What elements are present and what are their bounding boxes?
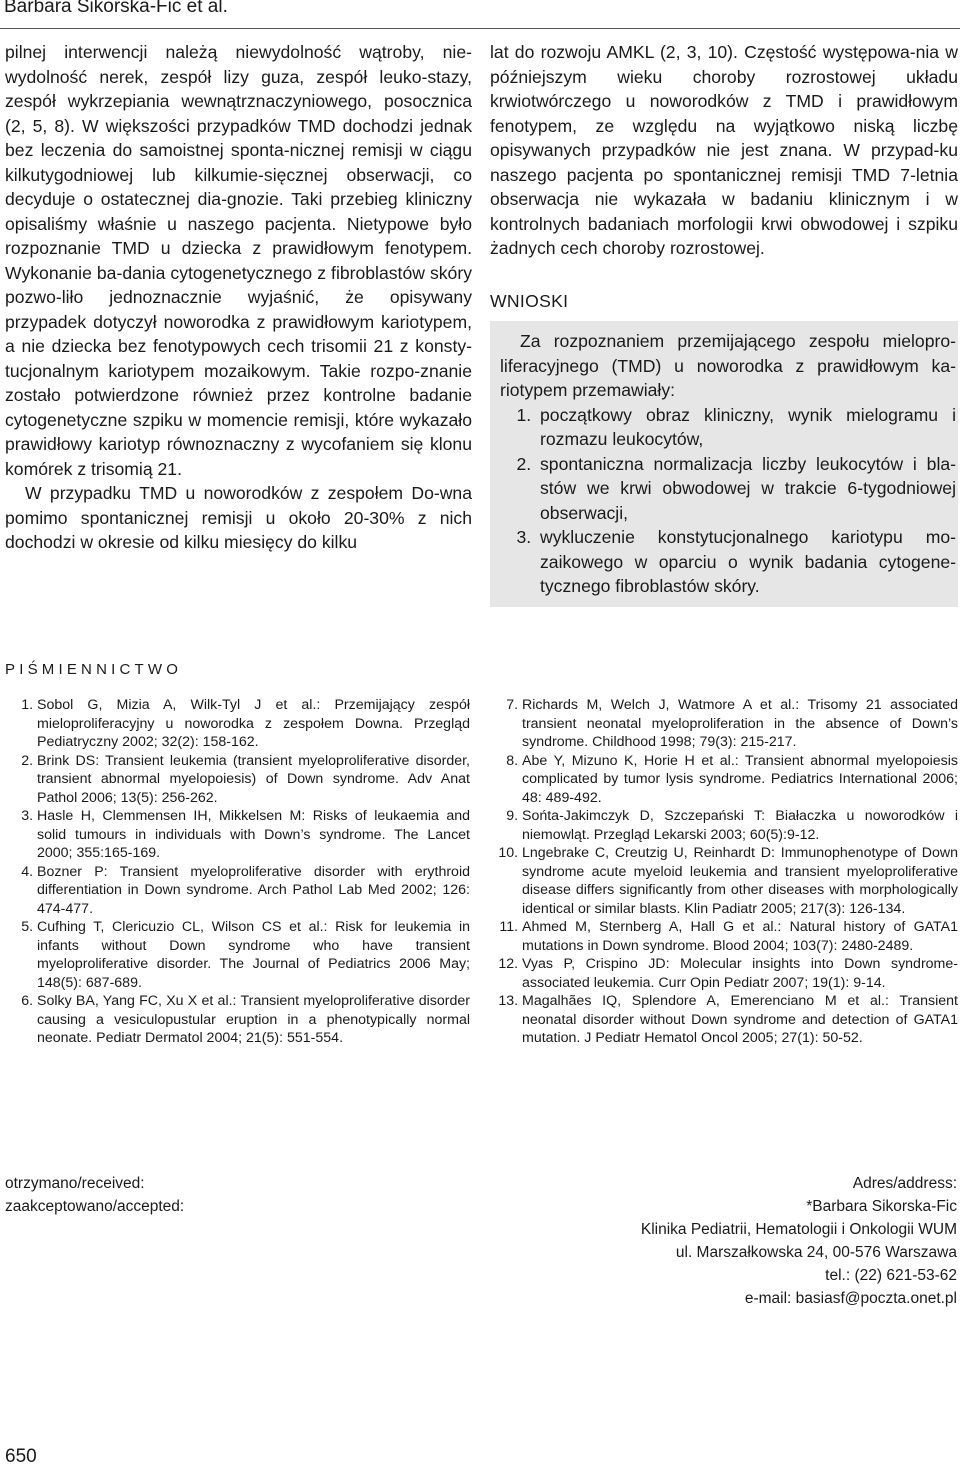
conclusion-item: 2. spontaniczna normalizacja liczby leukocytów i bla-stów we krwi obwodowej w trakcie 6-tygodniowej obserwacji,	[536, 452, 956, 526]
references-column-right	[490, 696, 958, 1048]
references-title: PIŚMIENNICTWO	[5, 661, 183, 678]
reference-item: 10. Lngebrake C, Creutzig U, Reinhardt D: Immunophenotype of Down syndrome acute myeloid leukemia and transient myeloproliferative disease differs significantly from other diseases with morphologically identical or similar blasts. Klin Padiatr 2005; 217(3): 126-134.	[522, 844, 958, 918]
conclusions-list	[500, 403, 956, 599]
running-head: Barbara Sikorska-Fic et al.	[4, 0, 228, 17]
address-phone: tel.: (22) 621-53-62	[825, 1267, 957, 1284]
address-street: ul. Marszałkowska 24, 00-576 Warszawa	[675, 1244, 957, 1261]
page-number: 650	[5, 1446, 37, 1467]
reference-item: 11. Ahmed M, Sternberg A, Hall G et al.: Natural history of GATA1 mutations in Down syndrome. Blood 2004; 103(7): 2480-2489.	[522, 918, 958, 955]
body-column-left	[5, 40, 472, 555]
reference-item: 8. Abe Y, Mizuno K, Horie H et al.: Transient abnormal myelopoiesis complicated by tumor lysis syndrome. Pediatrics International 2006; 48: 489-492.	[522, 752, 958, 808]
reference-item: 12. Vyas P, Crispino JD: Molecular insights into Down syndrome-associated leukemia. Curr Opin Pediatr 2007; 19(1): 9-14.	[522, 955, 958, 992]
body-paragraph: W przypadku TMD u noworodków z zespołem Do-wna pomimo spontanicznej remisji u około 20-30% z nich dochodzi w okresie od kilku miesięcy do kilku	[5, 483, 472, 552]
body-paragraph: pilnej interwencji należą niewydolność wątroby, nie-wydolność nerek, zespół lizy guza, zespół leuko-stazy, zespół wykrzepiania wewnątrznaczyniowego, posocznica (2, 5, 8). W większości przypadków TMD dochodzi jednak bez leczenia do samoistnej sponta-nicznej remisji w ciągu kilkutygodniowej lub kilkumie-sięcznej obserwacji, co decyduje o ostatecznej dia-gnozie. Taki przebieg kliniczny opisaliśmy właśnie u naszego pacjenta. Nietypowe było rozpoznanie TMD u dziecka z prawidłowym fenotypem. Wykonanie ba-dania cytogenetycznego z fibroblastów skóry pozwo-liło jednoznacznie wyjaśnić, że opisywany przypadek dotyczył noworodka z prawidłowym kariotypem, a nie dziecka bez fenotypowych cech trisomii 21 z konsty-tucjonalnym kariotypem mozaikowym. Takie rozpo-znanie zostało potwierdzone również przez kontrolne badanie cytogenetyczne szpiku w momencie remisji, które wykazało prawidłowy kariotyp równoznaczny z wycofaniem się klonu komórek z trisomią 21.	[5, 42, 472, 479]
correspondence-address	[641, 1172, 957, 1310]
reference-item: 3. Hasle H, Clemmensen IH, Mikkelsen M: Risks of leukaemia and solid tumours in individuals with Down’s syndrome. The Lancet 2000; 355:165-169.	[37, 807, 470, 863]
reference-item: 5. Cufhing T, Clericuzio CL, Wilson CS et al.: Risk for leukemia in infants without Down syndrome who have transient myeloproliferative disorder. The Journal of Pediatrics 2006 May; 148(5): 687-689.	[37, 918, 470, 992]
reference-item: 13. Magalhães IQ, Splendore A, Emerenciano M et al.: Transient neonatal disorder without Down syndrome and detection of GATA1 mutation. J Pediatr Hematol Oncol 2005; 27(1): 50-52.	[522, 992, 958, 1048]
address-clinic: Klinika Pediatrii, Hematologii i Onkologii WUM	[640, 1221, 957, 1238]
conclusions-intro: Za rozpoznaniem przemijającego zespołu mielopro-liferacyjnego (TMD) u noworodka z prawidłowym ka-riotypem przemawiały:	[500, 331, 956, 400]
references-column-left	[5, 696, 470, 1048]
address-label: Adres/address:	[852, 1175, 957, 1192]
body-paragraph: lat do rozwoju AMKL (2, 3, 10). Częstość występowa-nia w późniejszym wieku choroby rozrostowej układu krwiotwórczego u noworodków z TMD i prawidłowym fenotypem, ze względu na wyjątkowo niską liczbę opisywanych przypadków nie jest znana. W przypad-ku naszego pacjenta po spontanicznej remisji TMD 7-letnia obserwacja nie wykazała w badaniu klinicznym i w kontrolnych badaniach morfologii krwi obwodowej i szpiku żadnych cech choroby rozrostowej.	[490, 42, 958, 258]
section-title-conclusions: WNIOSKI	[490, 290, 569, 311]
reference-item: 6. Solky BA, Yang FC, Xu X et al.: Transient myeloproliferative disorder causing a vesiculopustular eruption in a phenotypically normal neonate. Pediatr Dermatol 2004; 21(5): 551-554.	[37, 992, 470, 1048]
reference-item: 4. Bozner P: Transient myeloproliferative disorder with erythroid differentiation in Down syndrome. Arch Pathol Lab Med 2002; 126: 474-477.	[37, 863, 470, 919]
conclusions-box	[490, 321, 958, 607]
conclusion-item: 1. początkowy obraz kliniczny, wynik mielogramu i rozmazu leukocytów,	[536, 403, 956, 452]
submission-dates	[5, 1172, 184, 1218]
body-column-right	[490, 40, 958, 607]
conclusion-item: 3. wykluczenie konstytucjonalnego kariotypu mo-zaikowego w oparciu o wynik badania cytogene-tycznego fibroblastów skóry.	[536, 525, 956, 599]
header-rule	[0, 28, 960, 29]
reference-item: 9. Sońta-Jakimczyk D, Szczepański T: Białaczka u noworodków i niemowląt. Przegląd Lekarski 2003; 60(5):9-12.	[522, 807, 958, 844]
address-email: e-mail: basiasf@poczta.onet.pl	[744, 1290, 957, 1307]
reference-item: 7. Richards M, Welch J, Watmore A et al.: Trisomy 21 associated transient neonatal myeloproliferation in the absence of Down’s syndrome. Childhood 1998; 79(3): 215-217.	[522, 696, 958, 752]
reference-item: 2. Brink DS: Transient leukemia (transient myeloproliferative disorder, transient abnormal myelopoiesis) of Down syndrome. Adv Anat Pathol 2006; 13(5): 256-262.	[37, 752, 470, 808]
reference-item: 1. Sobol G, Mizia A, Wilk-Tyl J et al.: Przemijający zespół mieloproliferacyjny u noworodka z zespołem Downa. Przegląd Pediatryczny 2002; 32(2): 158-162.	[37, 696, 470, 752]
received-label: otrzymano/received:	[5, 1175, 145, 1192]
accepted-label: zaakceptowano/accepted:	[5, 1198, 185, 1215]
address-author: *Barbara Sikorska-Fic	[806, 1198, 957, 1215]
